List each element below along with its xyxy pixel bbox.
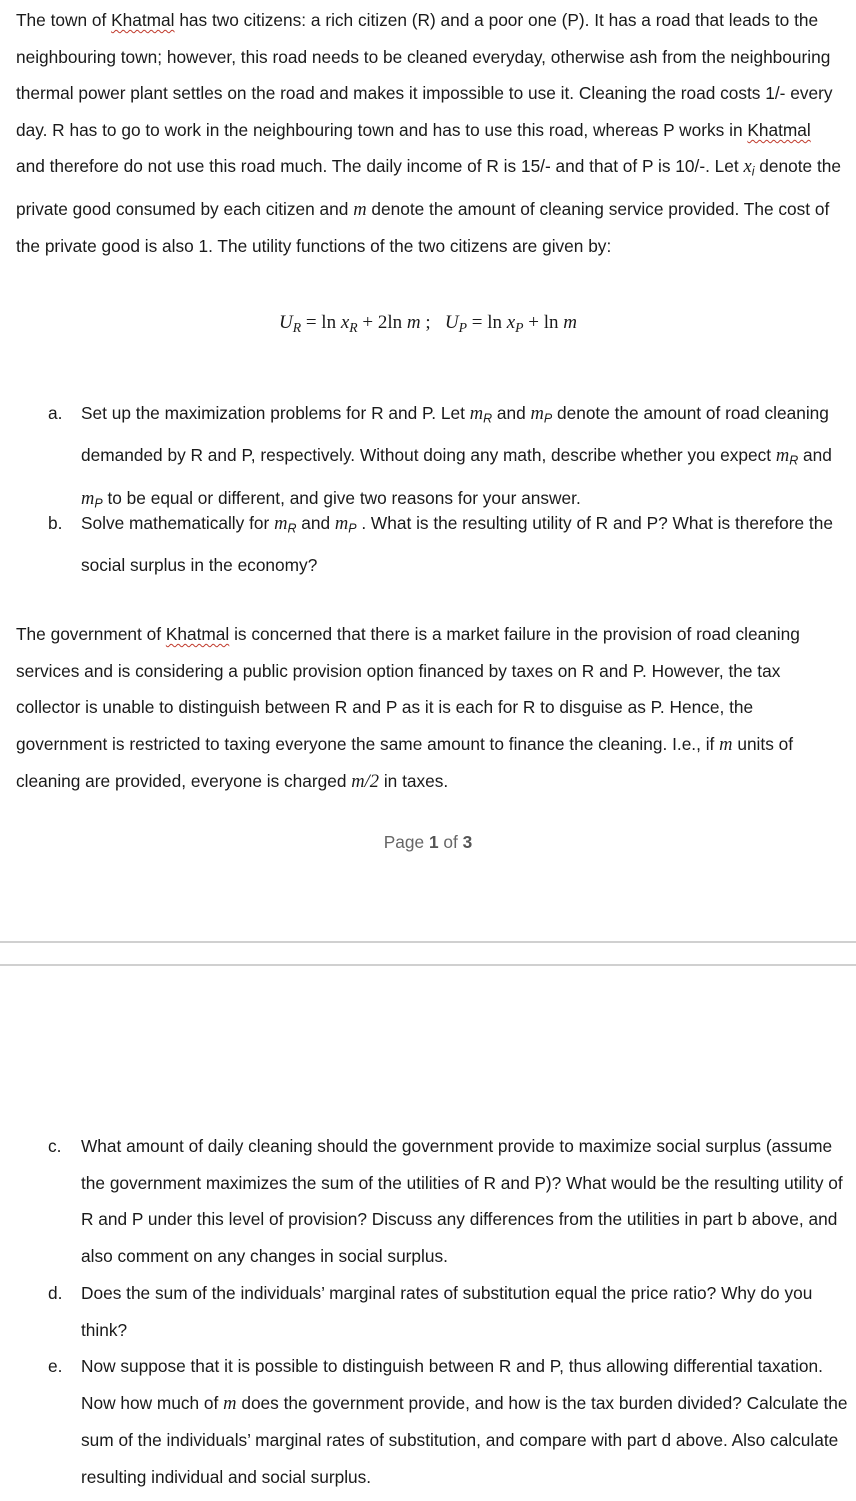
question-d: d. Does the sum of the individuals’ marginal rates of substitution equal the price ratio? Why do you think? xyxy=(48,1275,848,1348)
question-label: c. xyxy=(48,1136,62,1156)
question-b: b. Solve mathematically for $m_R$ and $m_P$ . What is the resulting utility of R and P? What is therefore the social surplus in the economy? xyxy=(48,505,848,584)
town-name: Khatmal xyxy=(111,10,175,30)
intro-paragraph: The town of Khatmal has two citizens: a rich citizen (R) and a poor one (P). It has a road that leads to the neighbouring town; however, this road needs to be cleaned everyday, otherwise ash from the neighbouring thermal power plant settles on the road and makes it impossible to use it. Cleaning the road costs 1/- every day. R has to go to work in the neighbouring town and has to use this road, whereas P works in Khatmal and therefore do not use this road much. The daily income of R is 15/- and that of P is 10/-. Let $x_i$ denote the private good consumed by each citizen and m denote the amount of cleaning service provided. The cost of the private good is also 1. The utility functions of the two citizens are given by: xyxy=(16,10,841,257)
government-paragraph: The government of Khatmal is concerned that there is a market failure in the provision of road cleaning services and is considering a public provision option financed by taxes on R and P. However, the tax collector is unable to distinguish between R and P as it is each for R to disguise as P. Hence, the government is restricted to taxing everyone the same amount to finance the cleaning. I.e., if m units of cleaning are provided, everyone is charged m/2 in taxes. xyxy=(16,624,800,793)
current-page: 1 xyxy=(428,832,439,852)
page-gap xyxy=(0,943,856,965)
total-pages: 3 xyxy=(462,832,473,852)
question-a: a. Set up the maximization problems for R and P. Let $m_R$ and $m_P$ denote the amount of road cleaning demanded by R and P, respectively. Without doing any math, describe whether you expect $m_R$ and $m_P$ to be equal or different, and give two reasons for your answer. xyxy=(48,395,848,522)
question-e: e. Now suppose that it is possible to distinguish between R and P, thus allowing differential taxation. Now how much of m does the government provide, and how is the tax burden divided? Calculate the sum of the individuals’ marginal rates of substitution, and compare with part d above. Also calculate resulting individual and social surplus. xyxy=(48,1348,848,1495)
page-divider xyxy=(0,964,856,966)
page-footer: Page 1 of 3 xyxy=(383,832,473,852)
town-name: Khatmal xyxy=(747,119,811,140)
question-label: b. xyxy=(48,513,63,533)
question-label: e. xyxy=(48,1356,63,1376)
utility-equation: $U_R = \ln x_R + 2\ln$ m ; $U_P = \ln x_P + \ln m$ xyxy=(278,312,578,336)
question-label: d. xyxy=(48,1283,63,1303)
question-label: a. xyxy=(48,403,63,423)
question-c: c. What amount of daily cleaning should the government provide to maximize social surplus (assume the government maximizes the sum of the utilities of R and P)? What would be the resulting utility of R and P under this level of provision? Discuss any differences from the utilities in part b above, and also comment on any changes in social surplus. xyxy=(48,1128,848,1274)
town-name: Khatmal xyxy=(165,624,230,644)
